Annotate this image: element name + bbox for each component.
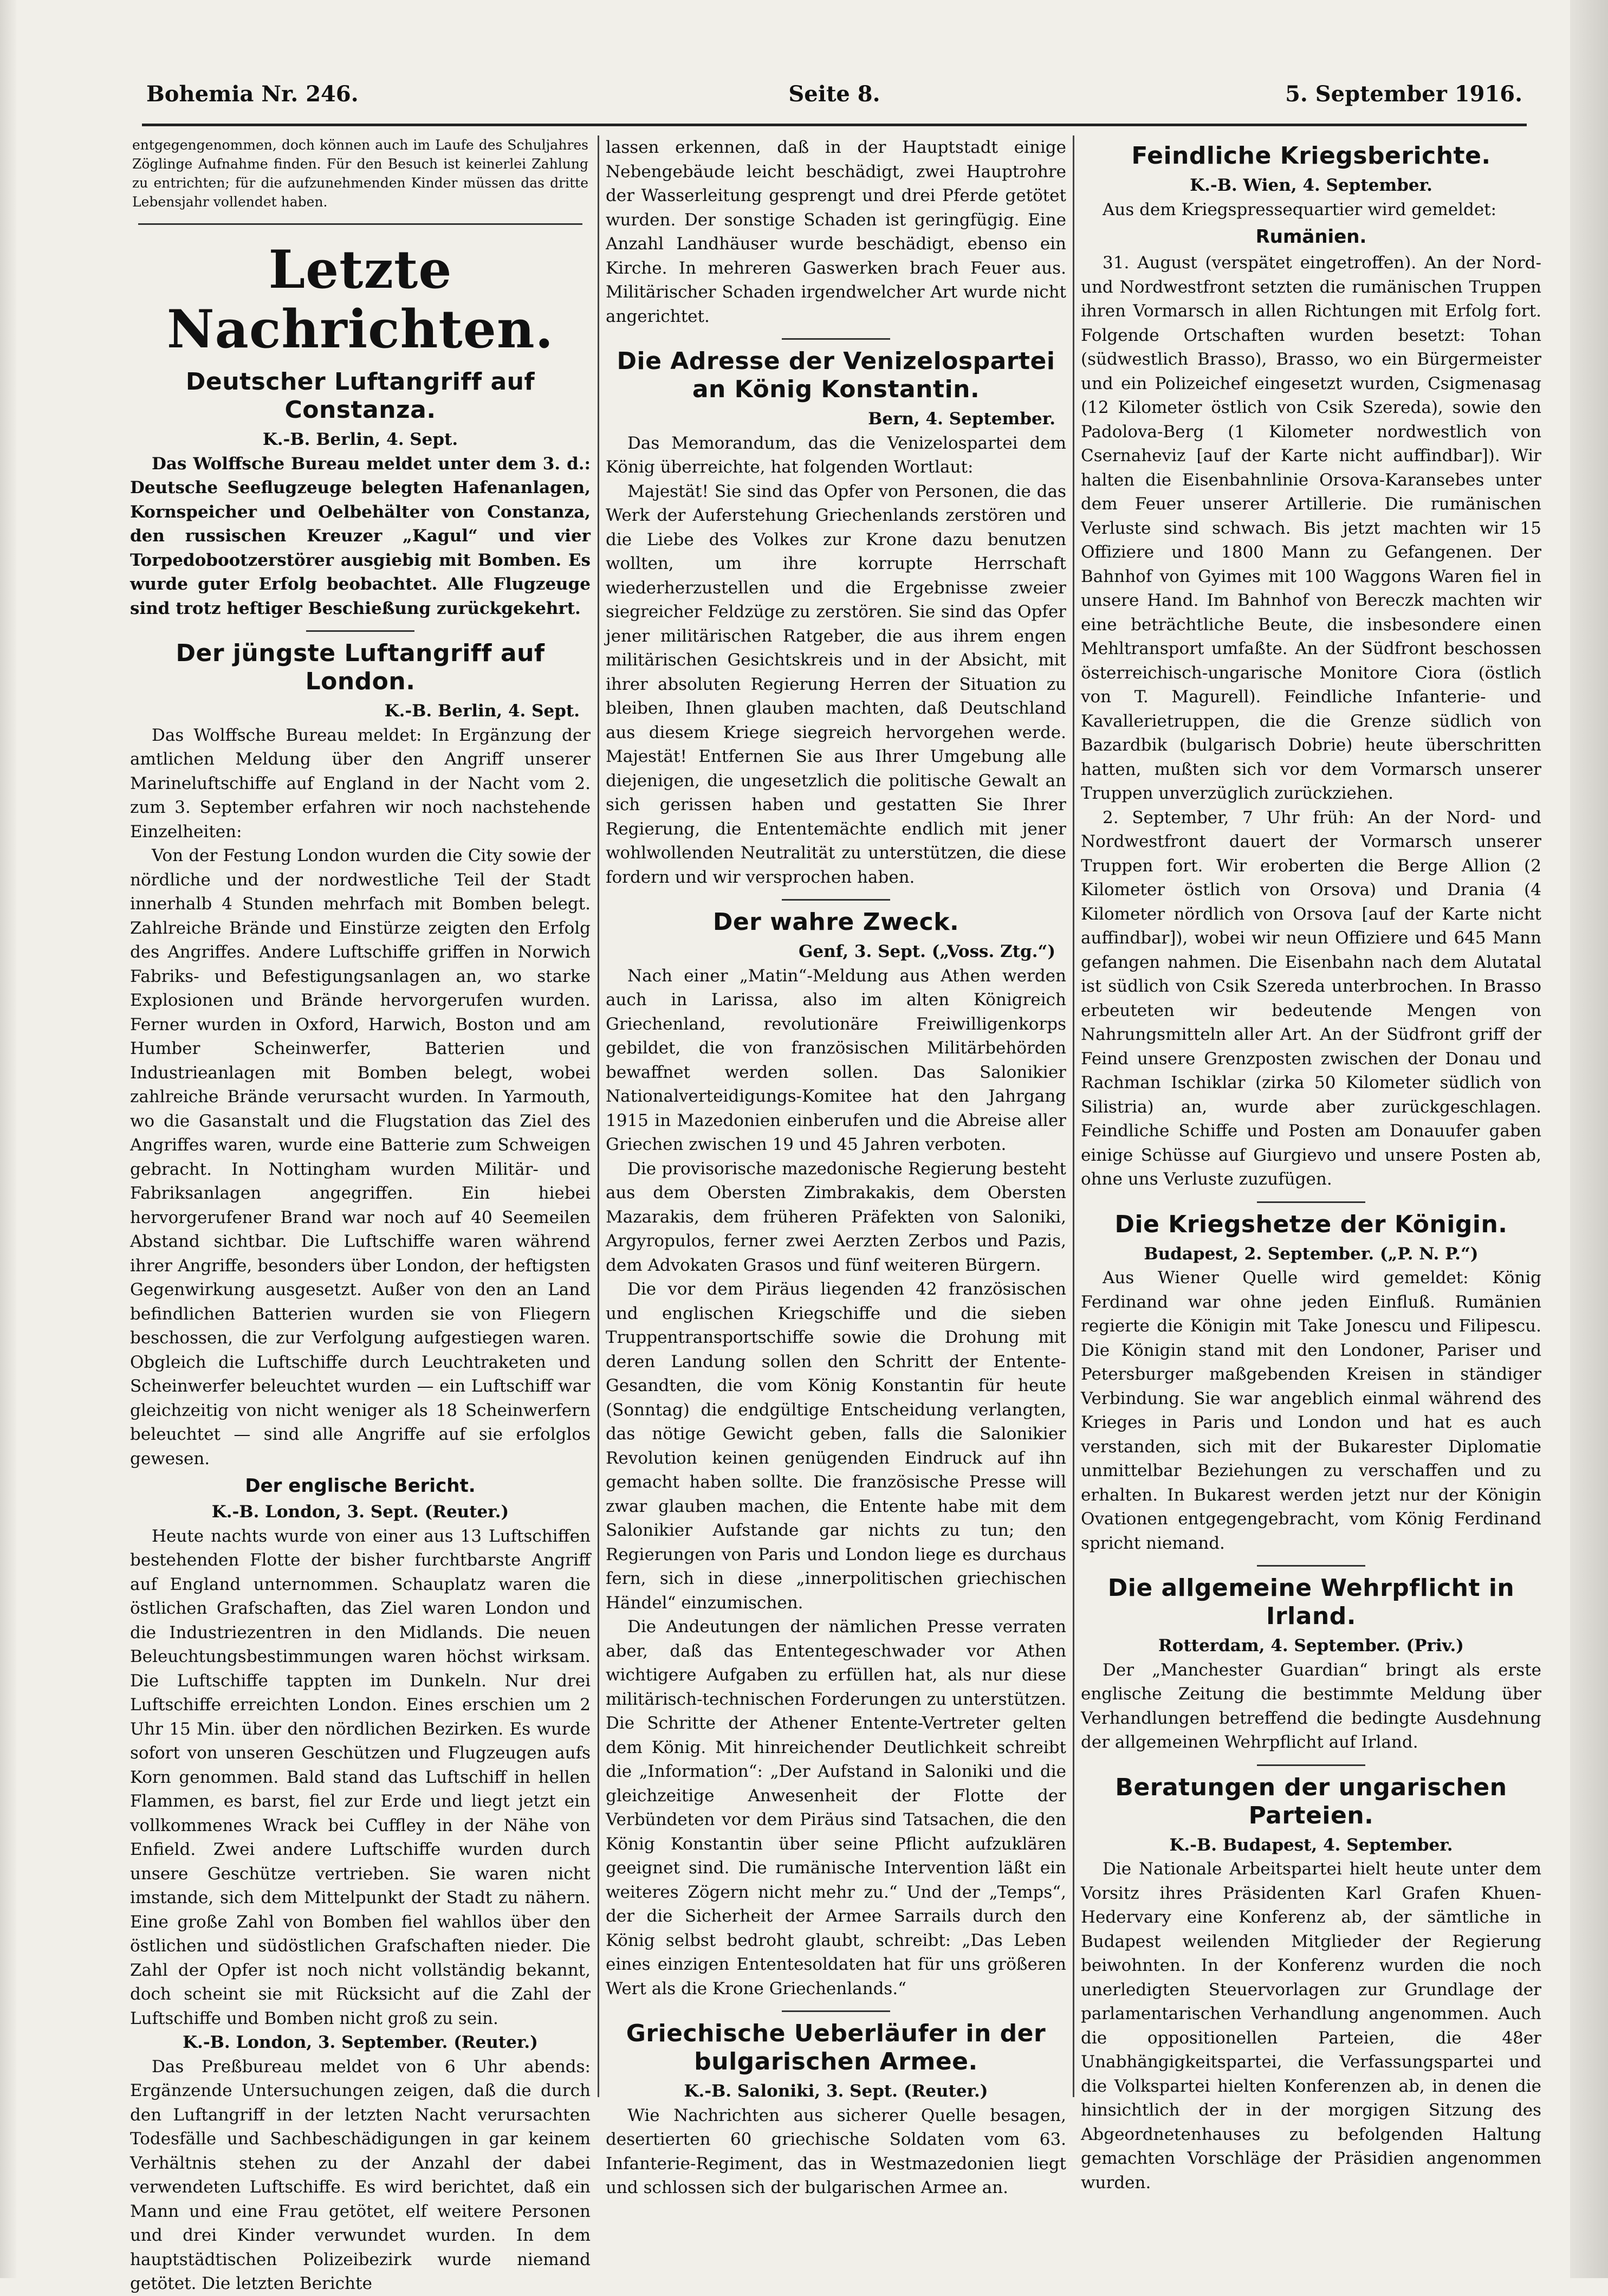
column-1 — [130, 135, 591, 2293]
article-title: Griechische Ueberläufer in der bulgarischen Armee. — [626, 2020, 1046, 2075]
article-paragraph: Die vor dem Piräus liegenden 42 französischen und englischen Kriegschiffe und die sieben Truppentransportschiffe sowie die Drohung mit deren Landung sollen den Schritt der Entente-Gesandten, die vom König Konstantin für heute (Sonntag) die endgültige Entscheidung verlangten, das nötige Gewicht geben, falls die Salonikier Revolution keinen genügenden Eindruck auf ihn gemacht haben sollte. Die französische Presse will zwar glauben machen, die Entente habe mit dem Salonikier Aufstande gar nichts zu tun; den Regierungen von Paris und London liege es durchaus fern, sich in diese „innerpolitischen griechischen Händel“ einzumischen. — [606, 1279, 1066, 1613]
divider — [306, 630, 414, 632]
article-paragraph: 2. September, 7 Uhr früh: An der Nord- und Nordwestfront dauert der Vormarsch unserer Truppen fort. Wir eroberten die Berge Allion (2 Kilometer östlich von Orsova) und Drania (4 Kilometer nördlich von Orsova [auf der Karte nicht auffindbar]), wobei wir neun Offiziere und 645 Mann gefangen nahmen. Die Eisenbahn nach dem Alutatal ist südlich von Csik Szereda unterbrochen. In Brasso erbeuteten wir bedeutende Mengen von Nahrungsmitteln aller Art. An der Südfront griff der Feind unsere Grenzposten zwischen der Donau und Rachman Ischiklar (zirka 50 Kilometer südlich von Silistria) an, wurde aber zurückgeschlagen. Feindliche Schiffe und Posten am Donauufer gaben einige Schüsse auf Giurgievo und unsere Posten ab, ohne uns Verluste zuzufügen. — [1081, 807, 1541, 1189]
section-title: Letzte Nachrichten. — [166, 239, 554, 360]
dateline: Budapest, 2. September. („P. N. P.“) — [1144, 1244, 1479, 1264]
dateline: K.-B. Budapest, 4. September. — [1169, 1835, 1453, 1855]
dateline: Genf, 3. Sept. („Voss. Ztg.“) — [798, 942, 1055, 961]
divider — [1257, 1565, 1365, 1567]
article-paragraph: Nach einer „Matin“-Meldung aus Athen werden auch in Larissa, also im alten Königreich Griechenland, revolutionäre Freiwilligenkorps gebildet, die von französischen Militärbehörden bewaffnet werden sollen. Das Salonikier Nationalverteidigungs-Komitee hat den Jahrgang 1915 in Mazedonien einberufen und die Abreise aller Griechen zwischen 19 und 45 Jahren verboten. — [606, 966, 1066, 1154]
header-rule — [142, 124, 1527, 126]
article-title: Der jüngste Luftangriff auf London. — [176, 639, 545, 695]
article-subtitle: Der englische Bericht. — [245, 1475, 476, 1497]
article-paragraph: Aus dem Kriegspressequartier wird gemeldet: — [1103, 199, 1497, 219]
divider — [1257, 1201, 1365, 1203]
column-2 — [606, 135, 1066, 2197]
article-title: Feindliche Kriegsberichte. — [1131, 142, 1491, 170]
issue-date: 5. September 1916. — [1285, 81, 1522, 107]
article-paragraph: Von der Festung London wurden die City sowie der nördliche und der nordwestliche Teil der Stadt innerhalb 4 Stunden mehrfach mit Bomben belegt. Zahlreiche Brände und Einstürze zeigten den Erfolg des Angriffes. Andere Luftschiffe griffen in Norwich Fabriks- und Befestigungsanlagen an, wo starke Explosionen und Brände hervorgerufen wurden. Ferner wurden in Oxford, Harwich, Boston und am Humber Scheinwerfer, Batterien und Industrieanlagen mit Bomben belegt, wobei zahlreiche Brände verursacht wurden. In Yarmouth, wo die Gasanstalt und die Flugstation das Ziel des Angriffes waren, wurde eine Batterie zum Schweigen gebracht. In Nottingham wurden Militär- und Fabriksanlagen angegriffen. Ein hiebei hervorgerufener Brand war noch auf 40 Seemeilen Abstand sichtbar. Die Luftschiffe waren während ihrer Angriffe, besonders über London, der heftigsten Gegenwirkung ausgesetzt. Außer von den an Land befindlichen Batterien wurden sie von Fliegern beschossen, die zur Verfolgung aufgestiegen waren. Obgleich die Luftschiffe durch Leuchtraketen und Scheinwerfer beleuchtet wurden — ein Luftschiff war gleichzeitig von nicht weniger als 18 Scheinwerfern beleuchtet — sind alle Angriffe auf sie erfolglos gewesen. — [130, 846, 591, 1469]
article-paragraph: Der „Manchester Guardian“ bringt als erste englische Zeitung die bestimmte Meldung über Verhandlungen betreffend die bedingte Ausdehnung der allgemeinen Wehrpflicht auf Irland. — [1081, 1660, 1541, 1752]
dateline: K.-B. Berlin, 4. Sept. — [384, 701, 580, 721]
article-paragraph: Das Memorandum, das die Venizelospartei dem König überreichte, hat folgenden Wortlaut: — [606, 433, 1066, 477]
article-continuation: lassen erkennen, daß in der Hauptstadt einige Nebengebäude leicht beschädigt, zwei Hauptrohre der Wasserleitung gesprengt und drei Pferde getötet wurden. Der sonstige Schaden ist geringfügig. Eine Anzahl Landhäuser wurde beschädigt, ebenso ein Kirche. In mehreren Gaswerken brach Feuer aus. Militärischer Schaden irgendwelcher Art wurde nicht angerichtet. — [606, 138, 1066, 326]
dateline: K.-B. London, 3. Sept. (Reuter.) — [211, 1502, 509, 1522]
page-header — [146, 81, 1522, 114]
article-title: Die allgemeine Wehrpflicht in Irland. — [1107, 1574, 1515, 1630]
divider — [782, 899, 890, 901]
dateline: Rotterdam, 4. September. (Priv.) — [1158, 1636, 1464, 1655]
article-subtitle: Rumänien. — [1255, 226, 1367, 248]
article-body: Das Wolffsche Bureau meldet unter dem 3. d.: Deutsche Seeflugzeuge belegten Hafenanlagen, Kornspeicher und Oelbehälter von Constanza, den russischen Kreuzer „Kagul“ und vier Torpedobootzerstörer ausgiebig mit Bomben. Es wurde guter Erfolg beobachtet. Alle Flugzeuge sind trotz heftiger Beschießung zurückgekehrt. — [130, 454, 591, 618]
dateline: K.-B. Wien, 4. September. — [1190, 176, 1432, 195]
dateline: K.-B. London, 3. September. (Reuter.) — [183, 2033, 538, 2052]
column-rule — [598, 135, 599, 2097]
article-paragraph: Die provisorische mazedonische Regierung besteht aus dem Obersten Zimbrakakis, dem Obersten Mazarakis, dem früheren Präfekten von Saloniki, Argyropulos, ferner zwei Aerzten Zerbos und Pazis, dem Advokaten Grasos und fünf weiteren Bürgern. — [606, 1159, 1066, 1275]
article-title: Deutscher Luftangriff auf Constanza. — [185, 368, 535, 424]
article-paragraph: Das Preßbureau meldet von 6 Uhr abends: Ergänzende Untersuchungen zeigen, daß die durch den Luftangriff in der letzten Nacht verursachten Todesfälle und Sachbeschädigungen in gar keinem Verhältnis stehen zu der Anzahl der dabei verwendeten Luftschiffe. Es wird berichtet, daß ein Mann und eine Frau getötet, elf weitere Personen und drei Kinder verwundet wurden. In dem hauptstädtischen Polizeibezirk wurde niemand getötet. Die letzten Berichte — [130, 2056, 591, 2293]
article-title: Der wahre Zweck. — [712, 908, 959, 936]
column-3 — [1081, 135, 1541, 2192]
article-title: Beratungen der ungarischen Parteien. — [1115, 1773, 1507, 1829]
divider — [782, 338, 890, 340]
dateline: K.-B. Berlin, 4. Sept. — [262, 430, 458, 449]
divider — [1257, 1764, 1365, 1766]
article-paragraph: Aus Wiener Quelle wird gemeldet: König Ferdinand war ohne jeden Einfluß. Rumänien regierte die Königin mit Take Jonescu und Filipescu. Die Königin stand mit den Londoner, Pariser und Petersburger maßgebenden Kreisen in ständiger Verbindung. Sie war angeblich einmal während des Krieges in Paris und London und hat es auch verstanden, sich mit der Bukarester Diplomatie unmittelbar Beziehungen zu verschaffen und zu erhalten. In Bukarest werden jetzt nur der Königin Ovationen entgegengebracht, vom König Ferdinand spricht niemand. — [1081, 1268, 1541, 1553]
article-title: Die Kriegshetze der Königin. — [1114, 1210, 1508, 1238]
page-number: Seite 8. — [788, 81, 880, 107]
article-paragraph: Die Andeutungen der nämlichen Presse verraten aber, daß das Ententegeschwader vor Athen wichtigere Aufgaben zu erfüllen hat, als nur diese militärisch-technischen Forderungen zu unterstützen. Die Schritte der Athener Entente-Vertreter gelten dem König. Mit hinreichender Deutlichkeit schreibt die „Information“: „Der Aufstand in Saloniki und die gleichzeitige Anwesenheit der Flotte der Verbündeten vor dem Piräus sind Tatsachen, die den König Konstantin über seine Pflicht aufzuklären geeignet sind. Die rumänische Intervention läßt ein weiteres Zögern nicht mehr zu.“ Und der „Temps“, der die Sicherheit der Armee Sarrails durch den König selbst bedroht glaubt, schreibt: „Das Leben eines einzigen Ententesoldaten hat für uns größeren Wert als die Krone Griechenlands.“ — [606, 1617, 1066, 1999]
scan-edge-right — [1570, 0, 1608, 2278]
divider — [138, 223, 582, 225]
article-paragraph: Wie Nachrichten aus sicherer Quelle besagen, desertierten 60 griechische Soldaten vom 63. Infanterie-Regiment, das in Westmazedonien liegt und schlossen sich der bulgarischen Armee an. — [606, 2105, 1066, 2197]
article-paragraph: Die Nationale Arbeitspartei hielt heute unter dem Vorsitz ihres Präsidenten Karl Grafen Khuen-Hedervary eine Konferenz ab, der sämtliche in Budapest weilenden Mitglieder der Regierung beiwohnten. In der Konferenz wurden die noch unerledigten Steuervorlagen zur Grundlage der parlamentarischen Verhandlung angenommen. Auch die oppositionellen Parteien, die 48er Unabhängigkeitspartei, die Verfassungspartei und die Volkspartei hielten Konferenzen ab, in denen die hinsichtlich der in der morgigen Sitzung des Abgeordnetenhauses zu befolgenden Haltung gemachten Vorschläge der Präsidien angenommen wurden. — [1081, 1859, 1541, 2192]
publication-issue: Bohemia Nr. 246. — [146, 81, 359, 107]
dateline: Bern, 4. September. — [868, 409, 1055, 429]
article-title: Die Adresse der Venizelospartei an König Konstantin. — [617, 347, 1055, 403]
divider — [782, 2010, 890, 2012]
column-rule — [1073, 135, 1074, 2097]
article-paragraph: Heute nachts wurde von einer aus 13 Luftschiffen bestehenden Flotte der bisher furchtbarste Angriff auf England unternommen. Schauplatz waren die östlichen Grafschaften, das Ziel waren London und die Industriezentren in den Midlands. Die neuen Beleuchtungsbestimmungen waren höchst wirksam. Die Luftschiffe tappten im Dunkeln. Nur drei Luftschiffe erreichten London. Eines erschien um 2 Uhr 15 Min. über den nördlichen Bezirken. Es wurde sofort von unseren Geschützen und Flugzeugen aufs Korn genommen. Bald stand das Luftschiff in hellen Flammen, es barst, fiel zur Erde und liegt jetzt ein vollkommenes Wrack bei Cuffley in der Nähe von Enfield. Zwei andere Luftschiffe wurden durch unsere Geschütze vertrieben. Sie waren nicht imstande, sich dem Mittelpunkt der Stadt zu nähern. Eine große Zahl von Bomben fiel wahllos über den östlichen und südöstlichen Grafschaften nieder. Die Zahl der Opfer ist noch nicht vollständig bekannt, doch scheint sie mit Rücksicht auf die Zahl der Luftschiffe und Bomben nicht groß zu sein. — [130, 1526, 591, 2028]
article-paragraph: 31. August (verspätet eingetroffen). An der Nord- und Nordwestfront setzten die rumänischen Truppen ihren Vormarsch in allen Richtungen mit Erfolg fort. Folgende Ortschaften wurden besetzt: Tohan (südwestlich Brasso), Brasso, wo ein Bürgermeister und ein Polizeichef eingesetzt wurden, Csigmenasag (12 Kilometer östlich von Csik Szereda), sowie den Padolova-Berg (1 Kilometer nordwestlich von Csernaheviz [auf der Karte nicht auffindbar]). Wir halten die Eisenbahnlinie Orsova-Karansebes unter dem Feuer unserer Artillerie. Die rumänischen Verluste sind schwach. Bis jetzt machten wir 15 Offiziere und 1800 Mann zu Gefangenen. Der Bahnhof von Gyimes mit 100 Waggons Waren fiel in unsere Hand. Im Bahnhof von Bereczk machten wir eine beträchtliche Beute, die insbesondere einen Mehltransport umfaßte. An der Südfront beschossen österreichisch-ungarische Monitore Ciora (östlich von T. Magurell). Feindliche Infanterie- und Kavallerietruppen, die die Grenze südlich von Bazardbik (bulgarisch Dobrie) heute überschritten hatten, mußten sich vor dem Vormarsch unserer Truppen unverzüglich zurückziehen. — [1081, 253, 1541, 803]
continued-notice: entgegengenommen, doch können auch im Laufe des Schuljahres Zöglinge Aufnahme finden. Für den Besuch ist keinerlei Zahlung zu entrichten; für die aufzunehmenden Kinder müssen das dritte Lebensjahr vollendet haben. — [132, 137, 588, 210]
article-paragraph: Das Wolffsche Bureau meldet: In Ergänzung der amtlichen Meldung über den Angriff unserer Marineluftschiffe auf England in der Nacht vom 2. zum 3. September erfahren wir noch nachstehende Einzelheiten: — [130, 725, 591, 842]
dateline: K.-B. Saloniki, 3. Sept. (Reuter.) — [684, 2081, 988, 2101]
article-paragraph: Majestät! Sie sind das Opfer von Personen, die das Werk der Auferstehung Griechenlands zerstören und die Liebe des Volkes zur Krone dazu benutzen wollten, um ihre korrupte Herrschaft wiederherzustellen und die Ergebnisse zweier siegreicher Feldzüge zu zerstören. Sie sind das Opfer jener militärischen Ratgeber, die aus ihrem engen militärischen Gesichtskreis und in der Absicht, mit ihrer absoluten Regierung Herren der Situation zu bleiben, Ihnen glauben machten, daß Deutschland aus diesem Kriege siegreich hervorgehen werde. Majestät! Entfernen Sie aus Ihrer Umgebung alle diejenigen, die ungesetzlich die politische Gewalt an sich gerissen haben und gestatten Sie Ihrer Regierung, die Ententemächte endlich mit jener wohlwollenden Neutralität zu unterstützen, die diese fordern und wir versprochen haben. — [606, 481, 1066, 887]
scan-edge-left — [0, 0, 16, 2278]
